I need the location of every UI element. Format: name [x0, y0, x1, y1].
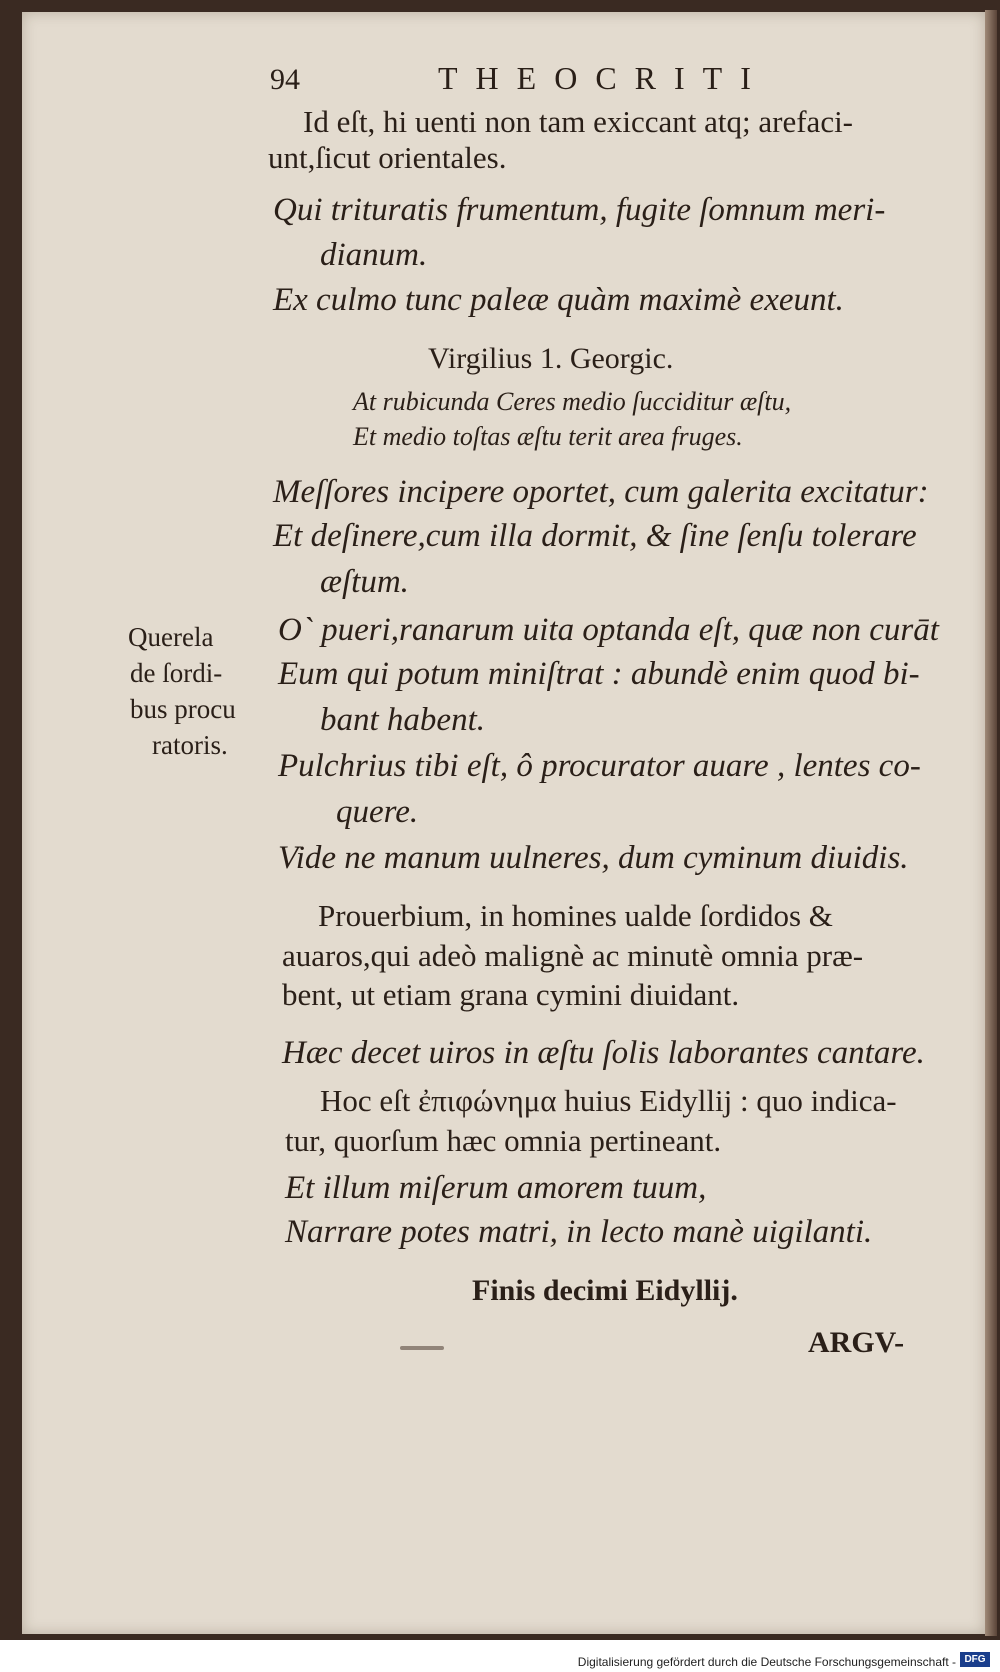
text-line: unt,ſicut orientales.	[268, 140, 507, 175]
verse-line: Eum qui potum miniſtrat : abundè enim quod bi-	[278, 656, 920, 692]
citation-heading: Virgilius 1. Georgic.	[428, 342, 674, 375]
catchword: ARGV-	[808, 1326, 905, 1359]
verse-line: Ex culmo tunc paleæ quàm maximè exeunt.	[273, 282, 844, 318]
text-line: Prouerbium, in homines ualde ſordidos &	[318, 898, 833, 933]
quote-line: Et medio toſtas æſtu terit area fruges.	[353, 422, 743, 451]
text-line: Id eſt, hi uenti non tam exiccant atq; arefaci-	[303, 104, 854, 139]
verse-line: Et illum miſerum amorem tuum,	[285, 1170, 707, 1206]
running-title: THEOCRITI	[438, 60, 769, 96]
book-page	[22, 12, 985, 1634]
verse-line: Meſſores incipere oportet, cum galerita excitatur:	[273, 474, 929, 510]
quote-line: At rubicunda Ceres medio ſucciditur æſtu,	[353, 387, 792, 416]
margin-note-line: bus procu	[130, 694, 236, 724]
verse-line: dianum.	[320, 237, 428, 273]
margin-note-line: de ſordi-	[130, 658, 223, 688]
verse-line: æſtum.	[320, 564, 409, 600]
verse-line: Narrare potes matri, in lecto manè uigilanti.	[285, 1214, 873, 1250]
verse-line: quere.	[336, 794, 419, 830]
margin-note-line: Querela	[128, 622, 214, 652]
end-of-idyll: Finis decimi Eidyllij.	[472, 1274, 738, 1307]
verse-line: Et deſinere,cum illa dormit, & ſine ſenſu tolerare	[273, 518, 917, 554]
margin-note-line: ratoris.	[152, 730, 228, 760]
verse-line: Qui trituratis frumentum, fugite ſomnum meri-	[273, 192, 886, 228]
text-line: bent, ut etiam grana cymini diuidant.	[282, 977, 740, 1012]
page-edge	[985, 10, 997, 1636]
text-line: tur, quorſum hæc omnia pertineant.	[285, 1123, 722, 1158]
verse-line: O` pueri,ranarum uita optanda eſt, quæ non curāt	[278, 612, 939, 648]
ink-smudge	[400, 1346, 444, 1350]
dfg-logo: DFG	[960, 1652, 990, 1667]
page-number: 94	[270, 63, 300, 96]
digitization-credit: Digitalisierung gefördert durch die Deutsche Forschungsgemeinschaft -	[577, 1655, 956, 1669]
verse-line: Hæc decet uiros in æſtu ſolis laborantes cantare.	[282, 1035, 925, 1071]
verse-line: Vide ne manum uulneres, dum cyminum diuidis.	[278, 840, 909, 876]
verse-line: bant habent.	[320, 702, 485, 738]
text-line: auaros,qui adeò malignè ac minutè omnia præ-	[282, 938, 864, 973]
text-line: Hoc eſt ἐπιφώνημα huius Eidyllij : quo indica-	[320, 1083, 897, 1118]
verse-line: Pulchrius tibi eſt, ô procurator auare , lentes co-	[278, 748, 921, 784]
